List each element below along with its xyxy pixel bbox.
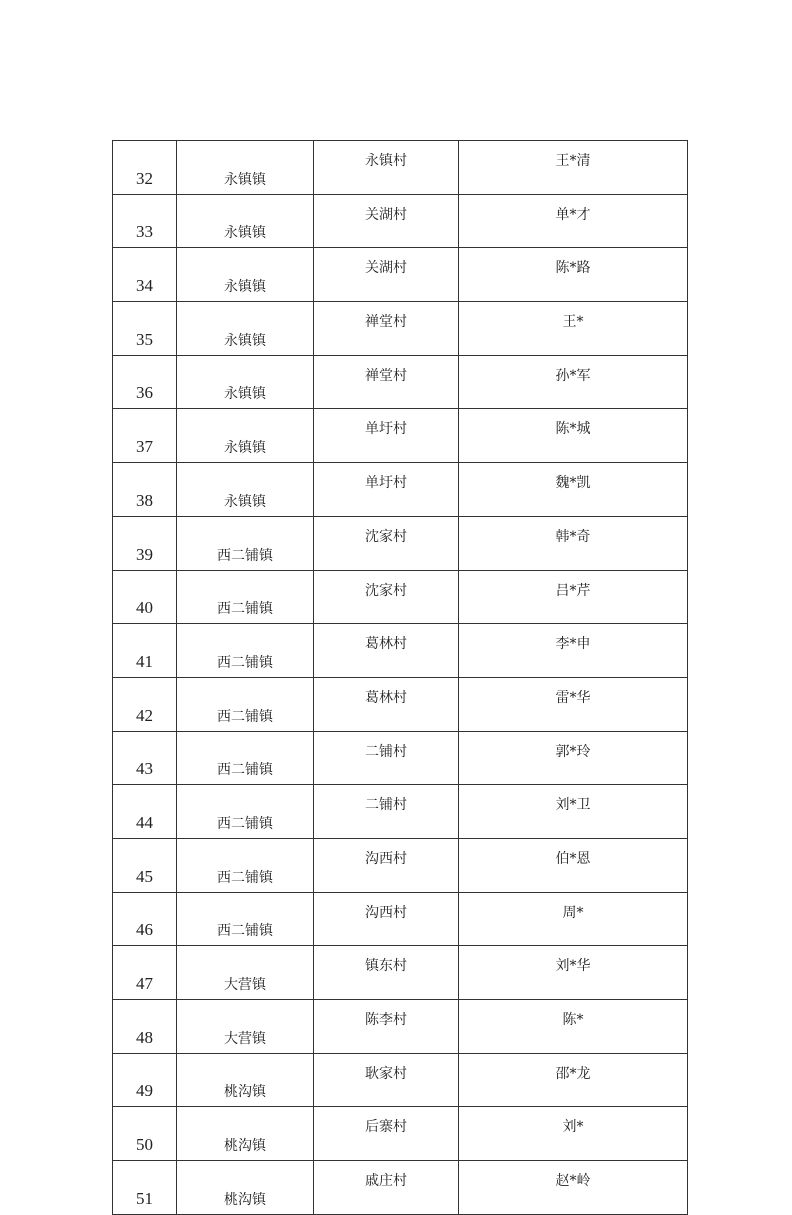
table-row [113, 731, 688, 785]
table-row [113, 1053, 688, 1107]
village-cell: 永镇村 [314, 141, 459, 195]
person-name-cell: 孙*军 [459, 355, 688, 409]
person-name-cell: 雷*华 [459, 677, 688, 731]
town-cell: 桃沟镇 [177, 1161, 314, 1215]
table-row [113, 302, 688, 356]
village-cell: 二铺村 [314, 785, 459, 839]
person-name-cell: 李*申 [459, 624, 688, 678]
village-cell: 后寨村 [314, 1107, 459, 1161]
village-cell: 关湖村 [314, 248, 459, 302]
village-cell: 单圩村 [314, 463, 459, 517]
roster-table-body [113, 141, 688, 1215]
person-name-cell: 刘* [459, 1107, 688, 1161]
row-number: 49 [113, 1053, 177, 1107]
row-number: 43 [113, 731, 177, 785]
person-name-cell: 邵*龙 [459, 1053, 688, 1107]
town-cell: 大营镇 [177, 946, 314, 1000]
table-row [113, 355, 688, 409]
person-name-cell: 王*清 [459, 141, 688, 195]
person-name-cell: 伯*恩 [459, 838, 688, 892]
town-cell: 西二铺镇 [177, 516, 314, 570]
row-number: 36 [113, 355, 177, 409]
person-name-cell: 魏*凯 [459, 463, 688, 517]
town-cell: 永镇镇 [177, 463, 314, 517]
village-cell: 沈家村 [314, 570, 459, 624]
table-row [113, 1161, 688, 1215]
row-number: 33 [113, 194, 177, 248]
row-number: 46 [113, 892, 177, 946]
person-name-cell: 陈*城 [459, 409, 688, 463]
table-row [113, 463, 688, 517]
village-cell: 关湖村 [314, 194, 459, 248]
row-number: 35 [113, 302, 177, 356]
village-cell: 禅堂村 [314, 302, 459, 356]
person-name-cell: 陈*路 [459, 248, 688, 302]
table-row [113, 785, 688, 839]
roster-table [112, 140, 688, 1215]
row-number: 44 [113, 785, 177, 839]
person-name-cell: 刘*卫 [459, 785, 688, 839]
person-name-cell: 刘*华 [459, 946, 688, 1000]
table-row [113, 248, 688, 302]
town-cell: 西二铺镇 [177, 677, 314, 731]
village-cell: 葛林村 [314, 624, 459, 678]
town-cell: 永镇镇 [177, 355, 314, 409]
person-name-cell: 赵*岭 [459, 1161, 688, 1215]
row-number: 32 [113, 141, 177, 195]
table-row [113, 1107, 688, 1161]
row-number: 45 [113, 838, 177, 892]
village-cell: 沟西村 [314, 892, 459, 946]
table-row [113, 1000, 688, 1054]
town-cell: 永镇镇 [177, 248, 314, 302]
town-cell: 西二铺镇 [177, 892, 314, 946]
person-name-cell: 郭*玲 [459, 731, 688, 785]
row-number: 51 [113, 1161, 177, 1215]
table-row [113, 892, 688, 946]
row-number: 48 [113, 1000, 177, 1054]
village-cell: 陈李村 [314, 1000, 459, 1054]
town-cell: 桃沟镇 [177, 1107, 314, 1161]
village-cell: 戚庄村 [314, 1161, 459, 1215]
table-row [113, 838, 688, 892]
person-name-cell: 吕*芹 [459, 570, 688, 624]
row-number: 42 [113, 677, 177, 731]
row-number: 41 [113, 624, 177, 678]
table-row [113, 409, 688, 463]
village-cell: 沟西村 [314, 838, 459, 892]
village-cell: 禅堂村 [314, 355, 459, 409]
row-number: 39 [113, 516, 177, 570]
table-row [113, 570, 688, 624]
town-cell: 永镇镇 [177, 141, 314, 195]
table-row [113, 624, 688, 678]
row-number: 34 [113, 248, 177, 302]
row-number: 50 [113, 1107, 177, 1161]
row-number: 47 [113, 946, 177, 1000]
table-row [113, 194, 688, 248]
town-cell: 西二铺镇 [177, 570, 314, 624]
row-number: 38 [113, 463, 177, 517]
table-row [113, 141, 688, 195]
village-cell: 镇东村 [314, 946, 459, 1000]
village-cell: 二铺村 [314, 731, 459, 785]
town-cell: 大营镇 [177, 1000, 314, 1054]
village-cell: 耿家村 [314, 1053, 459, 1107]
person-name-cell: 陈* [459, 1000, 688, 1054]
town-cell: 西二铺镇 [177, 624, 314, 678]
person-name-cell: 韩*奇 [459, 516, 688, 570]
village-cell: 沈家村 [314, 516, 459, 570]
town-cell: 桃沟镇 [177, 1053, 314, 1107]
person-name-cell: 单*才 [459, 194, 688, 248]
row-number: 40 [113, 570, 177, 624]
person-name-cell: 周* [459, 892, 688, 946]
town-cell: 永镇镇 [177, 194, 314, 248]
row-number: 37 [113, 409, 177, 463]
town-cell: 永镇镇 [177, 409, 314, 463]
town-cell: 西二铺镇 [177, 785, 314, 839]
village-cell: 葛林村 [314, 677, 459, 731]
town-cell: 西二铺镇 [177, 838, 314, 892]
table-row [113, 677, 688, 731]
town-cell: 西二铺镇 [177, 731, 314, 785]
village-cell: 单圩村 [314, 409, 459, 463]
table-row [113, 946, 688, 1000]
table-row [113, 516, 688, 570]
person-name-cell: 王* [459, 302, 688, 356]
town-cell: 永镇镇 [177, 302, 314, 356]
